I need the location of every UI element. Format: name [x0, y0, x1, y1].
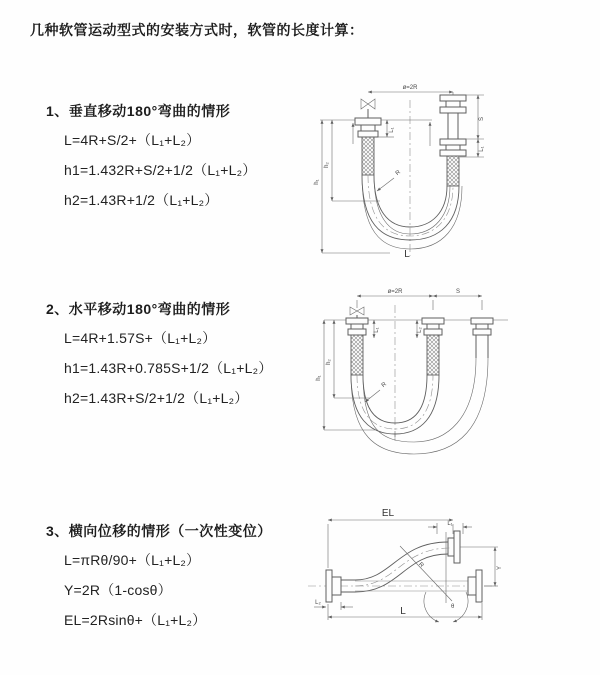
radius-callout [377, 169, 402, 191]
section-1-heading: 1、垂直移动180°弯曲的情形 [46, 103, 231, 119]
braided-hose-section [447, 156, 459, 186]
formula-line: h1=1.432R+S/2+1/2（L₁+L₂） [64, 162, 257, 178]
diagram-vertical-180-bend [310, 70, 600, 265]
formula-line: L=4R+1.57S+（L₁+L₂） [64, 330, 217, 346]
dim-h1 [316, 320, 375, 430]
section-horizontal-180 [46, 299, 272, 418]
formula-line: h2=1.43R+1/2（L₁+L₂） [64, 192, 219, 208]
dim-s-right [460, 95, 485, 157]
dim-label-h1: h₁ [316, 375, 322, 381]
section-2-heading: 2、水平移动180°弯曲的情形 [46, 301, 231, 317]
dim-label-y: Y [497, 565, 503, 571]
dim-l2 [314, 600, 353, 610]
dim-label-l1: L₁ [447, 521, 453, 527]
formula-line: L=4R+S/2+（L₁+L₂） [64, 132, 201, 148]
dim-label-l2: L₂ [315, 600, 321, 606]
dim-label-l1: L₁ [374, 327, 380, 333]
formula-line: EL=2Rsinθ+（L₁+L₂） [64, 612, 207, 628]
left-pipe-end [353, 118, 381, 175]
formula-line: L=πRθ/90+（L₁+L₂） [64, 552, 201, 568]
dim-label-2r: ø=2R [402, 85, 418, 91]
dim-width-2r [368, 85, 453, 96]
dim-label-l1: L₁ [479, 146, 485, 152]
right-pipe-end [430, 95, 466, 186]
dim-label-l: L [404, 249, 410, 260]
right-pipe-end [471, 318, 493, 358]
braided-hose-section [427, 335, 439, 375]
braided-hose-section [351, 335, 363, 375]
dim-label-h2: h₂ [324, 162, 330, 168]
dim-label-h1: h₁ [314, 179, 320, 185]
dim-label-r: R [380, 381, 388, 389]
dim-width-2r [357, 289, 482, 310]
s-curve-hose [355, 542, 450, 592]
dim-el [328, 508, 453, 568]
dim-label-s: S [479, 116, 485, 122]
section-lateral-displacement [46, 521, 272, 640]
dim-l1 [374, 320, 380, 338]
middle-pipe-end [422, 318, 444, 375]
left-flange [326, 570, 355, 602]
section-3-heading: 3、横向位移的情形（一次性变位） [46, 523, 272, 539]
dim-label-r: R [394, 169, 402, 177]
dim-label-l1: L₁ [389, 127, 395, 133]
formula-line: h2=1.43R+S/2+1/2（L₁+L₂） [64, 390, 249, 406]
radius-callout [365, 381, 388, 402]
formula-line: Y=2R（1-cosθ） [64, 582, 172, 598]
dim-h1 [314, 120, 390, 253]
dim-label-l: L [400, 606, 406, 617]
u-bend-hose [362, 175, 462, 249]
dim-label-r: R [417, 561, 425, 569]
dim-label-el: EL [381, 508, 395, 519]
upper-flange [448, 531, 460, 563]
dim-l [328, 603, 482, 620]
formula-line: h1=1.43R+0.785S+1/2（L₁+L₂） [64, 360, 273, 376]
dim-label-l2: L₂ [417, 327, 423, 333]
u-bend-hose [351, 358, 488, 454]
dim-label-2r: ø=2R [387, 289, 403, 295]
dim-label-s: S [455, 289, 461, 295]
braided-hose-section [362, 137, 374, 175]
diagram-horizontal-180-bend [310, 280, 600, 475]
dim-l1 [428, 521, 472, 534]
valve-icon [361, 99, 375, 118]
left-pipe-end [346, 318, 368, 375]
dim-label-h2: h₂ [326, 359, 332, 365]
section-vertical-180 [46, 101, 256, 220]
diagram-lateral-displacement [300, 500, 600, 645]
dim-label-theta: θ [451, 604, 455, 610]
page-title: 几种软管运动型式的安装方式时，软管的长度计算： [30, 22, 364, 38]
